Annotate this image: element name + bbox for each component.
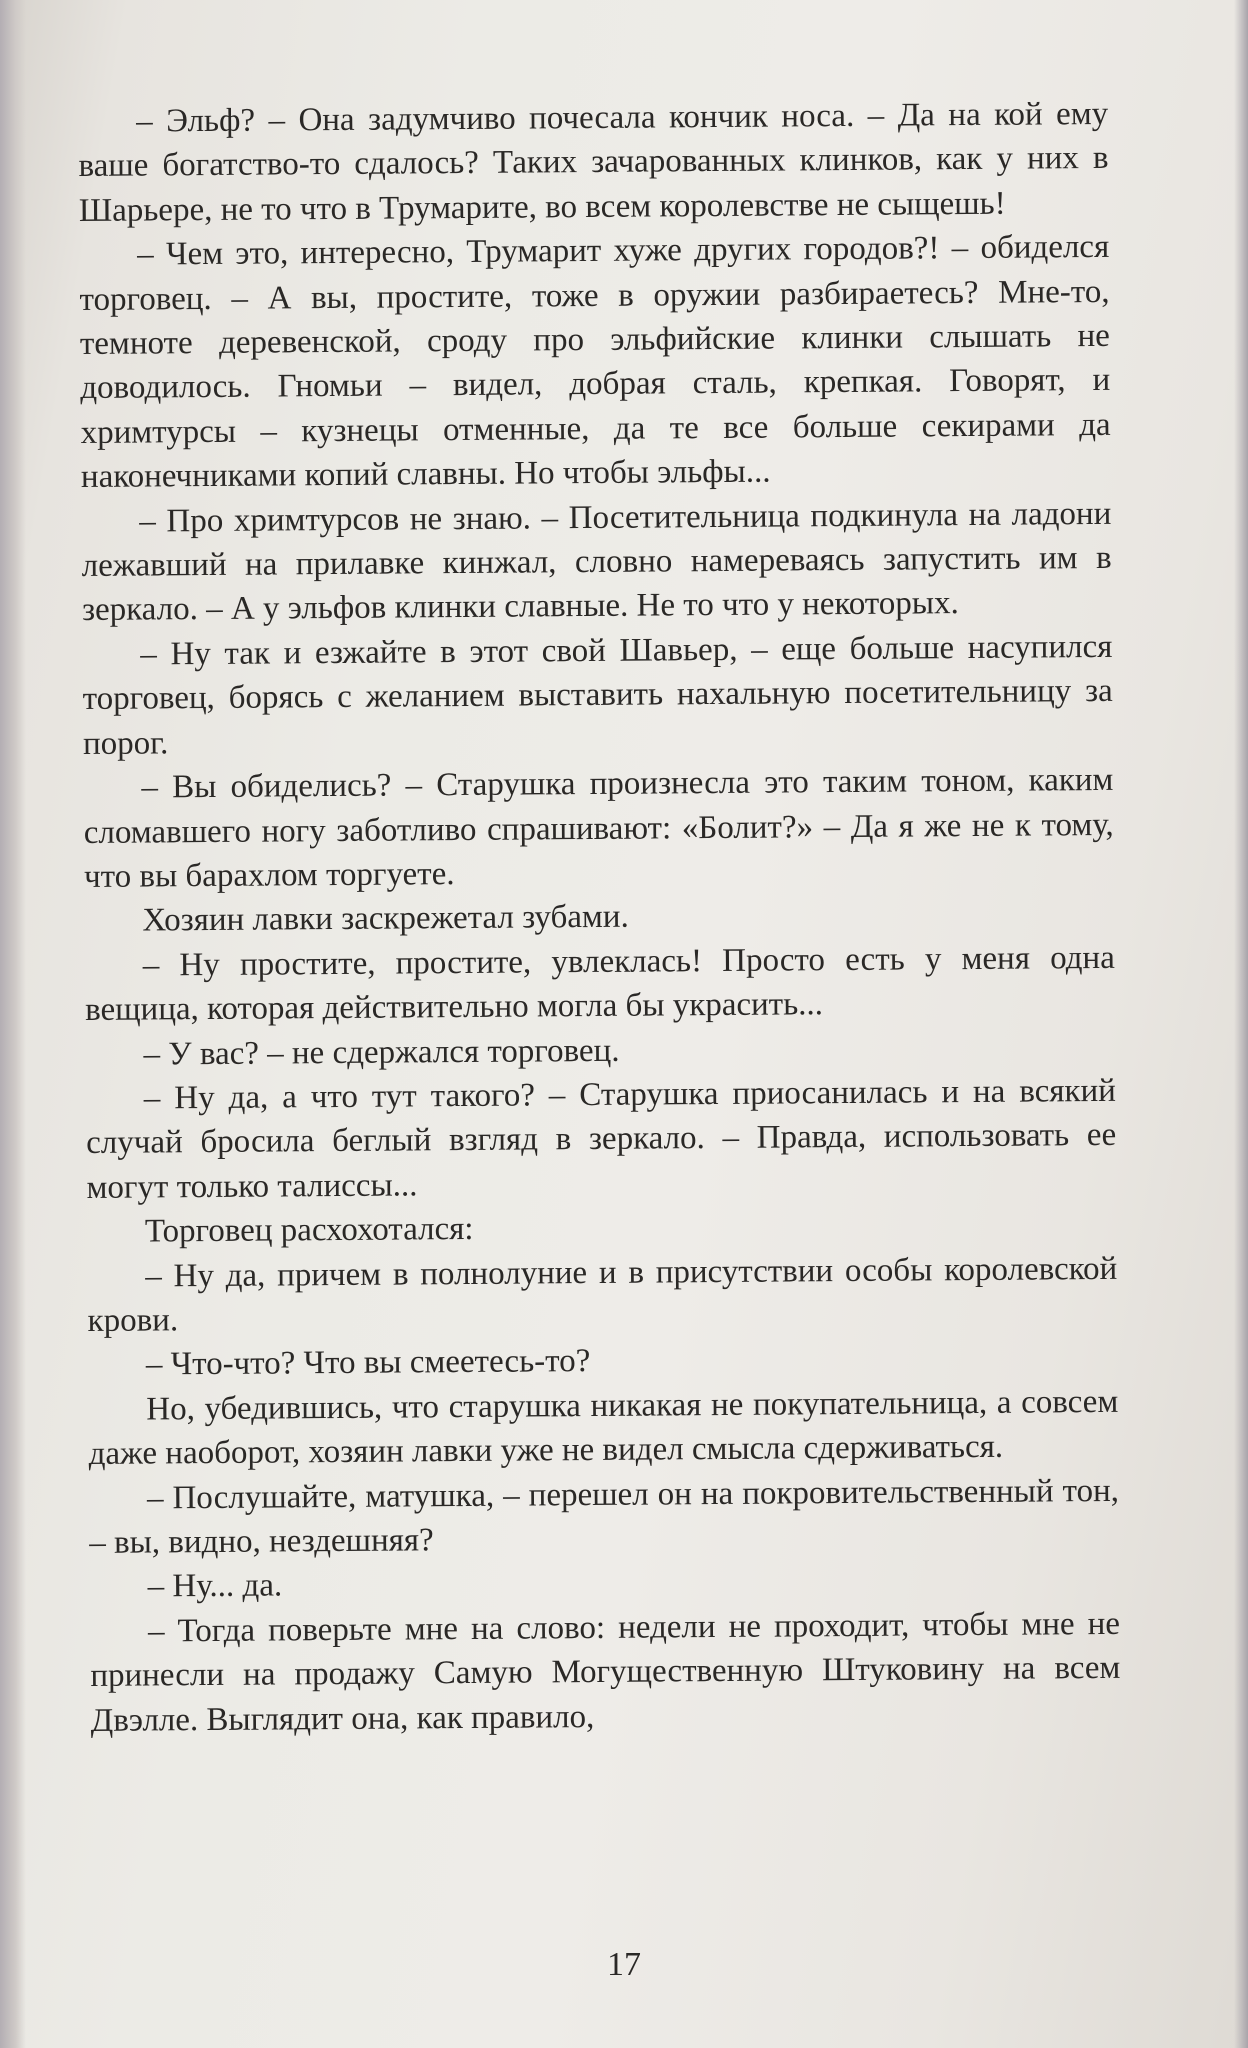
paragraph: – Про хримтурсов не знаю. – Посетительница подкинула на ладони лежавший на прилавке кинжал, словно намереваясь запустить им в зеркало. – А у эльфов клинки славные. Не то что у некоторых. — [81, 495, 1112, 629]
paragraph: – Эльф? – Она задумчиво почесала кончик носа. – Да на кой ему ваше богатство-то сдалось? Таких зачарованных клинков, как у них в Шарьере, не то что в Трумарите, во всем королевстве не сыщешь! — [78, 95, 1109, 229]
paragraph: – Ну так и езжайте в этот свой Шавьер, – еще больше насупился торговец, борясь с желанием выставить нахальную посетительницу за порог. — [82, 628, 1113, 762]
paragraph: Торговец расхохотался: — [144, 1211, 474, 1250]
paragraph: – Чем это, интересно, Трумарит хуже других городов?! – обиделся торговец. – А вы, простите, тоже в оружии разбираетесь? Мне-то, темноте деревенской, сроду про эльфийские клинки слышать не доводилось. Гномьи – видел, добрая сталь, крепкая. Говорят, и хримтурсы – кузнецы отменные, да те все больше секирами да наконечниками копий славны. Но чтобы эльфы... — [79, 229, 1111, 496]
paragraph: – Ну... да. — [147, 1567, 283, 1605]
paragraph: – Вы обиделись? – Старушка произнесла это таким тоном, каким сломавшего ногу заботливо спрашивают: «Болит?» – Да я же не к тому, что вы барахлом торгуете. — [83, 761, 1114, 895]
paragraph: – Тогда поверьте мне на слово: недели не проходит, чтобы мне не принесли на продажу Самую Могущественную Штуковину на всем Двэлле. Выглядит она, как правило, — [90, 1605, 1121, 1739]
paragraph: – Послушайте, матушка, – перешел он на покровительственный тон, – вы, видно, нездешняя? — [89, 1472, 1120, 1561]
paragraph: – Ну простите, простите, увлеклась! Просто есть у меня одна вещица, которая действительно могла бы украсить... — [85, 939, 1115, 1029]
paragraph: – У вас? – не сдержался торговец. — [143, 1032, 620, 1073]
paragraph: – Ну да, а что тут такого? – Старушка приосанилась и на всякий случай бросила беглый взгляд в зеркало. – Правда, использовать ее могут только талиссы... — [86, 1072, 1117, 1206]
page-text — [78, 92, 1121, 1743]
paragraph: – Что-что? Что вы смеетесь-то? — [145, 1343, 591, 1383]
paragraph: Но, убедившись, что старушка никакая не покупательница, а совсем даже наоборот, хозяин лавки уже не видел смысла сдерживаться. — [88, 1383, 1119, 1473]
page-number: 17 — [607, 1946, 641, 1983]
paragraph: – Ну да, причем в полнолуние и в присутствии особы королевской крови. — [87, 1250, 1118, 1339]
paragraph: Хозяин лавки заскрежетал зубами. — [142, 899, 629, 939]
